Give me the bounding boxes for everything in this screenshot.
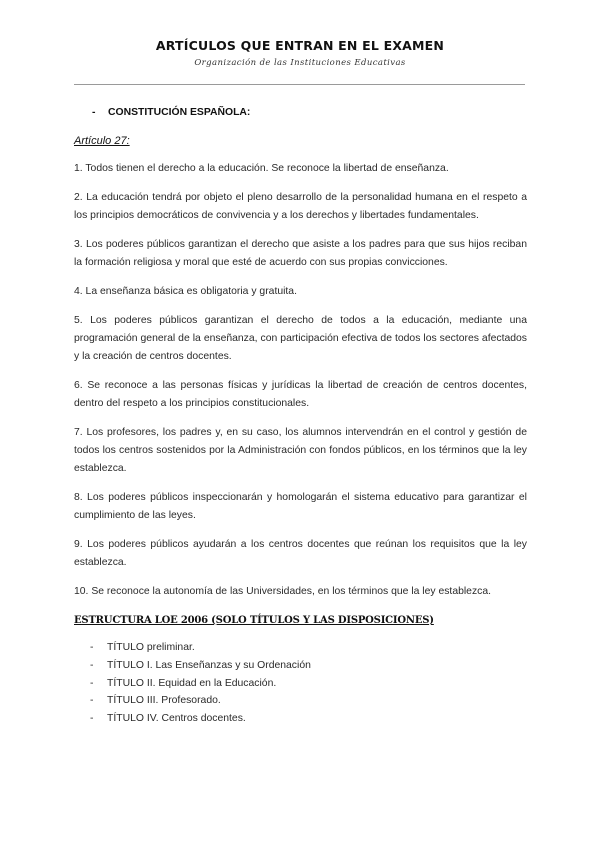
section-heading <box>92 104 527 122</box>
list-item-text: TÍTULO preliminar. <box>107 642 195 653</box>
section-heading-text: CONSTITUCIÓN ESPAÑOLA: <box>108 107 251 118</box>
list-dash: - <box>90 695 94 707</box>
list-item <box>90 675 527 693</box>
structure-heading: ESTRUCTURA LOE 2006 (SOLO TÍTULOS Y LAS DISPOSICIONES) <box>74 615 434 626</box>
header-divider <box>74 84 525 85</box>
document-body <box>74 104 527 728</box>
article-title: Artículo 27: <box>74 135 130 147</box>
list-dash: - <box>92 107 96 118</box>
list-item <box>90 657 527 675</box>
list-item-text: TÍTULO II. Equidad en la Educación. <box>107 677 277 689</box>
list-item <box>90 692 527 710</box>
paragraph: 5. Los poderes públicos garantizan el derecho de todos a la educación, mediante una programación general de la enseñanza, con participación efectiva de todos los sectores afectados y la creación de centros docentes. <box>74 315 527 362</box>
paragraph: 4. La enseñanza básica es obligatoria y gratuita. <box>74 286 297 297</box>
paragraph: 10. Se reconoce la autonomía de las Universidades, en los términos que la ley establezca. <box>74 586 492 597</box>
paragraph: 8. Los poderes públicos inspeccionarán y homologarán el sistema educativo para garantizar el cumplimiento de las leyes. <box>74 492 527 521</box>
list-dash: - <box>90 713 94 725</box>
paragraph: 1. Todos tienen el derecho a la educación. Se reconoce la libertad de enseñanza. <box>74 163 449 174</box>
paragraph: 6. Se reconoce a las personas físicas y jurídicas la libertad de creación de centros docentes, dentro del respeto a los principios constitucionales. <box>74 380 527 409</box>
list-dash: - <box>90 677 94 689</box>
list-item <box>90 710 527 728</box>
page-subtitle: Organización de las Instituciones Educativas <box>194 58 406 68</box>
structure-list <box>74 639 527 728</box>
paragraph: 9. Los poderes públicos ayudarán a los centros docentes que reúnan los requisitos que la ley establezca. <box>74 539 527 568</box>
paragraph: 7. Los profesores, los padres y, en su caso, los alumnos intervendrán en el control y gestión de todos los centros sostenidos por la Administración con fondos públicos, en los términos que la ley establezca. <box>74 427 527 474</box>
page-title: ARTÍCULOS QUE ENTRAN EN EL EXAMEN <box>155 38 445 53</box>
list-dash: - <box>90 642 94 653</box>
list-item <box>90 639 527 657</box>
list-item-text: TÍTULO IV. Centros docentes. <box>107 713 246 725</box>
list-item-text: TÍTULO I. Las Enseñanzas y su Ordenación <box>107 659 311 671</box>
list-dash: - <box>90 659 94 671</box>
list-item-text: TÍTULO III. Profesorado. <box>107 695 221 707</box>
paragraph: 2. La educación tendrá por objeto el pleno desarrollo de la personalidad humana en el respeto a los principios democráticos de convivencia y a los derechos y libertades fundamentales. <box>74 192 527 221</box>
paragraph: 3. Los poderes públicos garantizan el derecho que asiste a los padres para que sus hijos reciban la formación religiosa y moral que esté de acuerdo con sus propias convicciones. <box>74 239 527 268</box>
